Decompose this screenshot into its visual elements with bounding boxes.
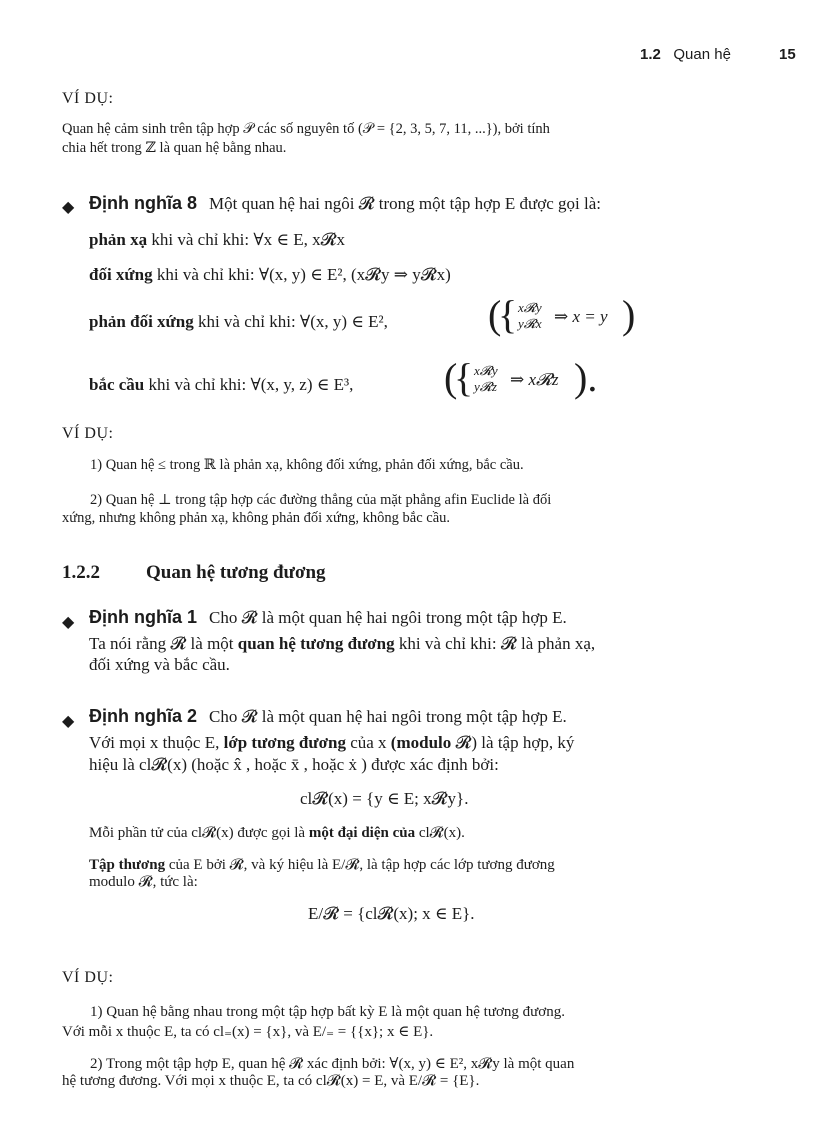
trans-result: ⇒ x𝓡z	[510, 370, 559, 389]
trans-bottom: y𝓡z	[474, 379, 497, 394]
example1-line1: Quan hệ cảm sinh trên tập hợp 𝒫 các số nguyên tố (𝒫 = {2, 3, 5, 7, 11, ...}), bởi tính	[62, 121, 550, 137]
running-header	[640, 46, 731, 63]
def8-symmetric: đối xứng khi và chỉ khi: ∀(x, y) ∈ E², (x𝓡y ⇒ y𝓡x)	[89, 265, 451, 284]
def1-line2: Ta nói rằng 𝓡 là một quan hệ tương đương khi và chỉ khi: 𝓡 là phản xạ,	[89, 634, 596, 653]
bullet-icon: ◆	[62, 614, 75, 631]
example2-item2-line2: xứng, nhưng không phản xạ, không phản đối xứng, không bắc cầu.	[62, 510, 451, 526]
def8-reflexive: phản xạ khi và chỉ khi: ∀x ∈ E, x𝓡x	[89, 230, 345, 249]
definition-2: Định nghĩa 2 Cho 𝓡 là một quan hệ hai ngôi trong một tập hợp E.	[89, 706, 567, 726]
section-title: Quan hệ tương đương	[146, 562, 326, 583]
example2-item1: 1) Quan hệ ≤ trong ℝ là phản xạ, không đối xứng, phản đối xứng, bắc cầu.	[90, 457, 524, 473]
example-label: VÍ DỤ:	[62, 969, 114, 986]
def2-line5: Tập thương của E bởi 𝓡, và ký hiệu là E/𝓡, là tập hợp các lớp tương đương	[89, 857, 555, 873]
bullet-icon: ◆	[62, 713, 75, 730]
section-number: 1.2.2	[62, 562, 100, 583]
trans-top: x𝓡y	[474, 363, 498, 378]
def2-line6: modulo 𝓡, tức là:	[89, 874, 198, 890]
def2-line2: Với mọi x thuộc E, lớp tương đương của x (modulo 𝓡) là tập hợp, ký	[89, 733, 575, 752]
example-label: VÍ DỤ:	[62, 425, 114, 442]
def8-intro: Một quan hệ hai ngôi 𝓡 trong một tập hợp E được gọi là:	[209, 194, 601, 213]
header-title: Quan hệ	[673, 46, 731, 63]
antisym-top: x𝓡y	[518, 300, 542, 315]
example-label: VÍ DỤ:	[62, 90, 114, 107]
def2-line3: hiệu là cl𝓡(x) (hoặc x̂ , hoặc x̄ , hoặc ẋ ) được xác định bởi:	[89, 755, 499, 774]
section-number: 1.2	[640, 46, 661, 63]
def1-line3: đối xứng và bắc cầu.	[89, 655, 230, 674]
class-formula: cl𝓡(x) = {y ∈ E; x𝓡y}.	[300, 789, 469, 808]
example2-item2-line1: 2) Quan hệ ⊥ trong tập hợp các đường thẳng của mặt phẳng afin Euclide là đối	[90, 492, 552, 508]
bullet-icon: ◆	[62, 199, 75, 216]
antisym-system: ( { x𝓡y y𝓡x ⇒ x = y )	[488, 292, 636, 337]
example1-line2: chia hết trong ℤ là quan hệ bằng nhau.	[62, 140, 287, 156]
antisym-result: ⇒ x = y	[554, 307, 608, 326]
example3-item2-line1: 2) Trong một tập hợp E, quan hệ 𝓡 xác định bởi: ∀(x, y) ∈ E², x𝓡y là một quan	[90, 1056, 575, 1072]
page-number: 15	[779, 46, 796, 63]
quotient-formula: E/𝓡 = {cl𝓡(x); x ∈ E}.	[308, 904, 475, 923]
transitive-system: ( { x𝓡y y𝓡z ⇒ x𝓡z ).	[444, 355, 598, 400]
antisym-bottom: y𝓡x	[518, 316, 542, 331]
definition-1: Định nghĩa 1 Cho 𝓡 là một quan hệ hai ngôi trong một tập hợp E.	[89, 607, 567, 627]
def2-line4: Mỗi phần tử của cl𝓡(x) được gọi là một đại diện của cl𝓡(x).	[89, 825, 465, 841]
example3-item1-line2: Với mỗi x thuộc E, ta có cl₌(x) = {x}, và E/₌ = {{x}; x ∈ E}.	[62, 1024, 434, 1040]
def8-transitive: bắc cầu khi và chỉ khi: ∀(x, y, z) ∈ E³,	[89, 375, 354, 394]
example3-item1-line1: 1) Quan hệ bằng nhau trong một tập hợp bất kỳ E là một quan hệ tương đương.	[90, 1004, 565, 1020]
def8-title: Định nghĩa 8	[89, 193, 197, 213]
def8-antisymmetric: phản đối xứng khi và chỉ khi: ∀(x, y) ∈ E²,	[89, 312, 388, 331]
definition-8	[89, 193, 601, 214]
example3-item2-line2: hệ tương đương. Với mọi x thuộc E, ta có cl𝓡(x) = E, và E/𝓡 = {E}.	[62, 1073, 480, 1089]
